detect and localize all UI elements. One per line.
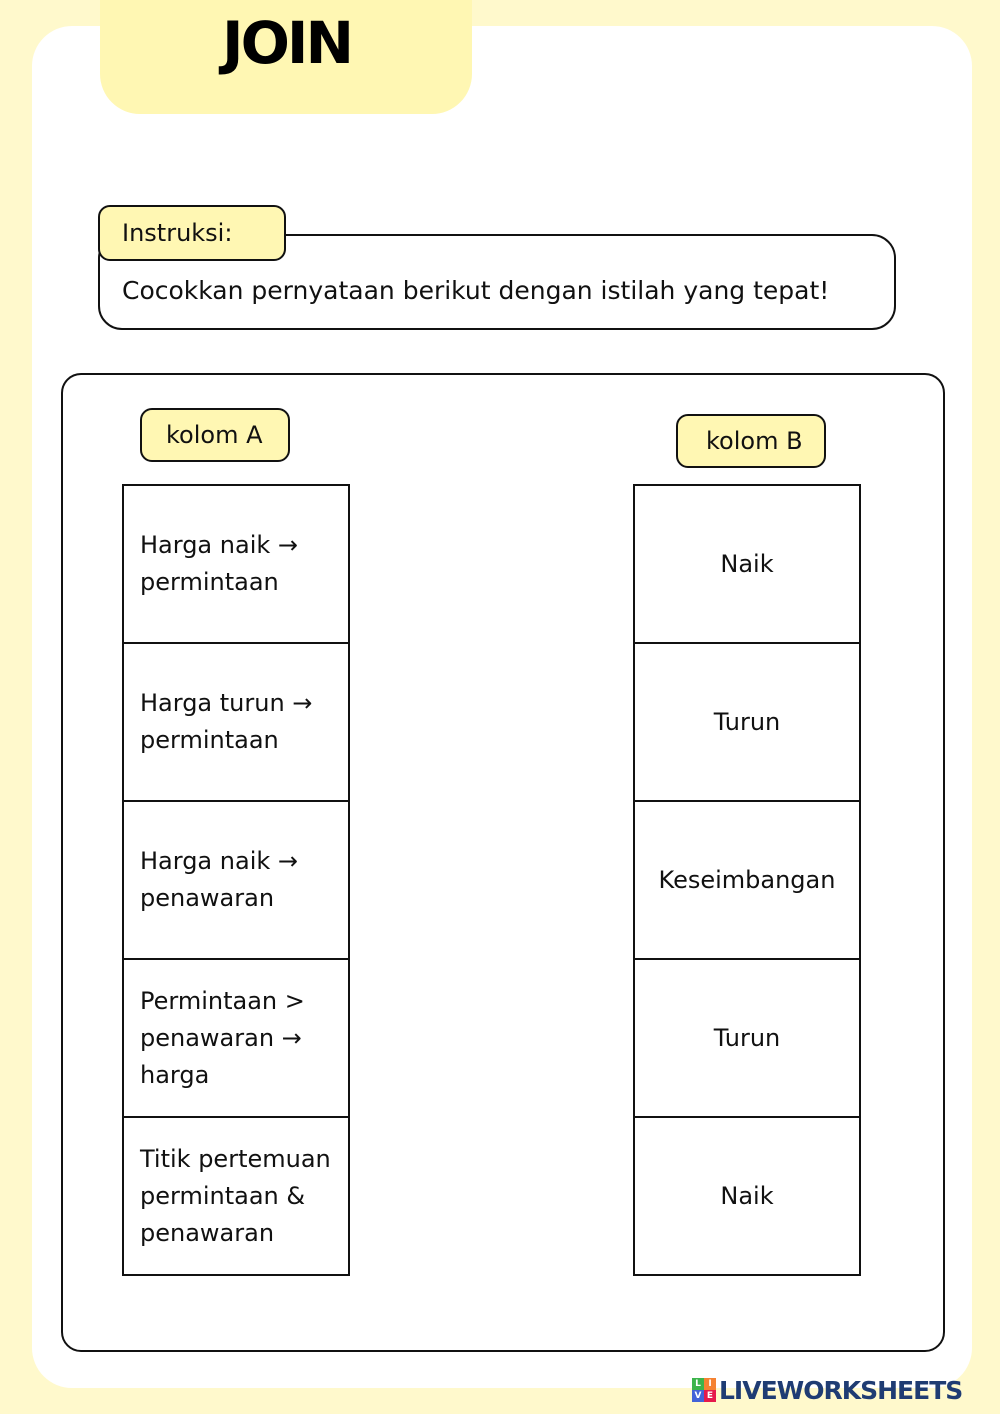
column-b-item-text: Keseimbangan xyxy=(658,865,836,894)
column-b-item-text: Naik xyxy=(720,549,774,578)
column-b-item[interactable] xyxy=(635,1118,859,1274)
liveworksheets-brand-name: LIVEWORKSHEETS xyxy=(719,1375,963,1405)
logo-letter: I xyxy=(704,1378,716,1390)
column-a-item[interactable] xyxy=(124,960,348,1118)
column-b-item[interactable] xyxy=(635,802,859,960)
column-a-item[interactable] xyxy=(124,1118,348,1274)
column-b-item[interactable] xyxy=(635,644,859,802)
liveworksheets-logo-icon xyxy=(692,1378,716,1402)
instruction-label: Instruksi: xyxy=(98,205,286,261)
instruction-text: Cocokkan pernyataan berikut dengan istilah yang tepat! xyxy=(122,276,830,305)
column-b-item[interactable] xyxy=(635,486,859,644)
column-a-item[interactable] xyxy=(124,802,348,960)
column-a-item[interactable] xyxy=(124,486,348,644)
column-b-list xyxy=(633,484,861,1276)
column-b-item[interactable] xyxy=(635,960,859,1118)
logo-letter: E xyxy=(704,1390,716,1402)
column-a-item-text: Harga naik → permintaan xyxy=(140,531,298,596)
column-a-item-text: Harga turun → permintaan xyxy=(140,689,313,754)
column-a-list xyxy=(122,484,350,1276)
liveworksheets-logo xyxy=(692,1374,962,1406)
column-a-item[interactable] xyxy=(124,644,348,802)
page-title: JOIN xyxy=(222,9,352,77)
column-b-item-text: Naik xyxy=(720,1181,774,1210)
column-a-item-text: Harga naik → penawaran xyxy=(140,847,298,912)
logo-letter: L xyxy=(692,1378,704,1390)
column-a-item-text: Permintaan > penawaran → harga xyxy=(140,986,305,1089)
column-b-item-text: Turun xyxy=(713,1023,781,1052)
column-a-label: kolom A xyxy=(140,408,290,462)
logo-letter: V xyxy=(692,1390,704,1402)
column-b-label: kolom B xyxy=(676,414,826,468)
column-b-item-text: Turun xyxy=(713,707,781,736)
column-a-item-text: Titik pertemuan permintaan & penawaran xyxy=(140,1144,331,1247)
